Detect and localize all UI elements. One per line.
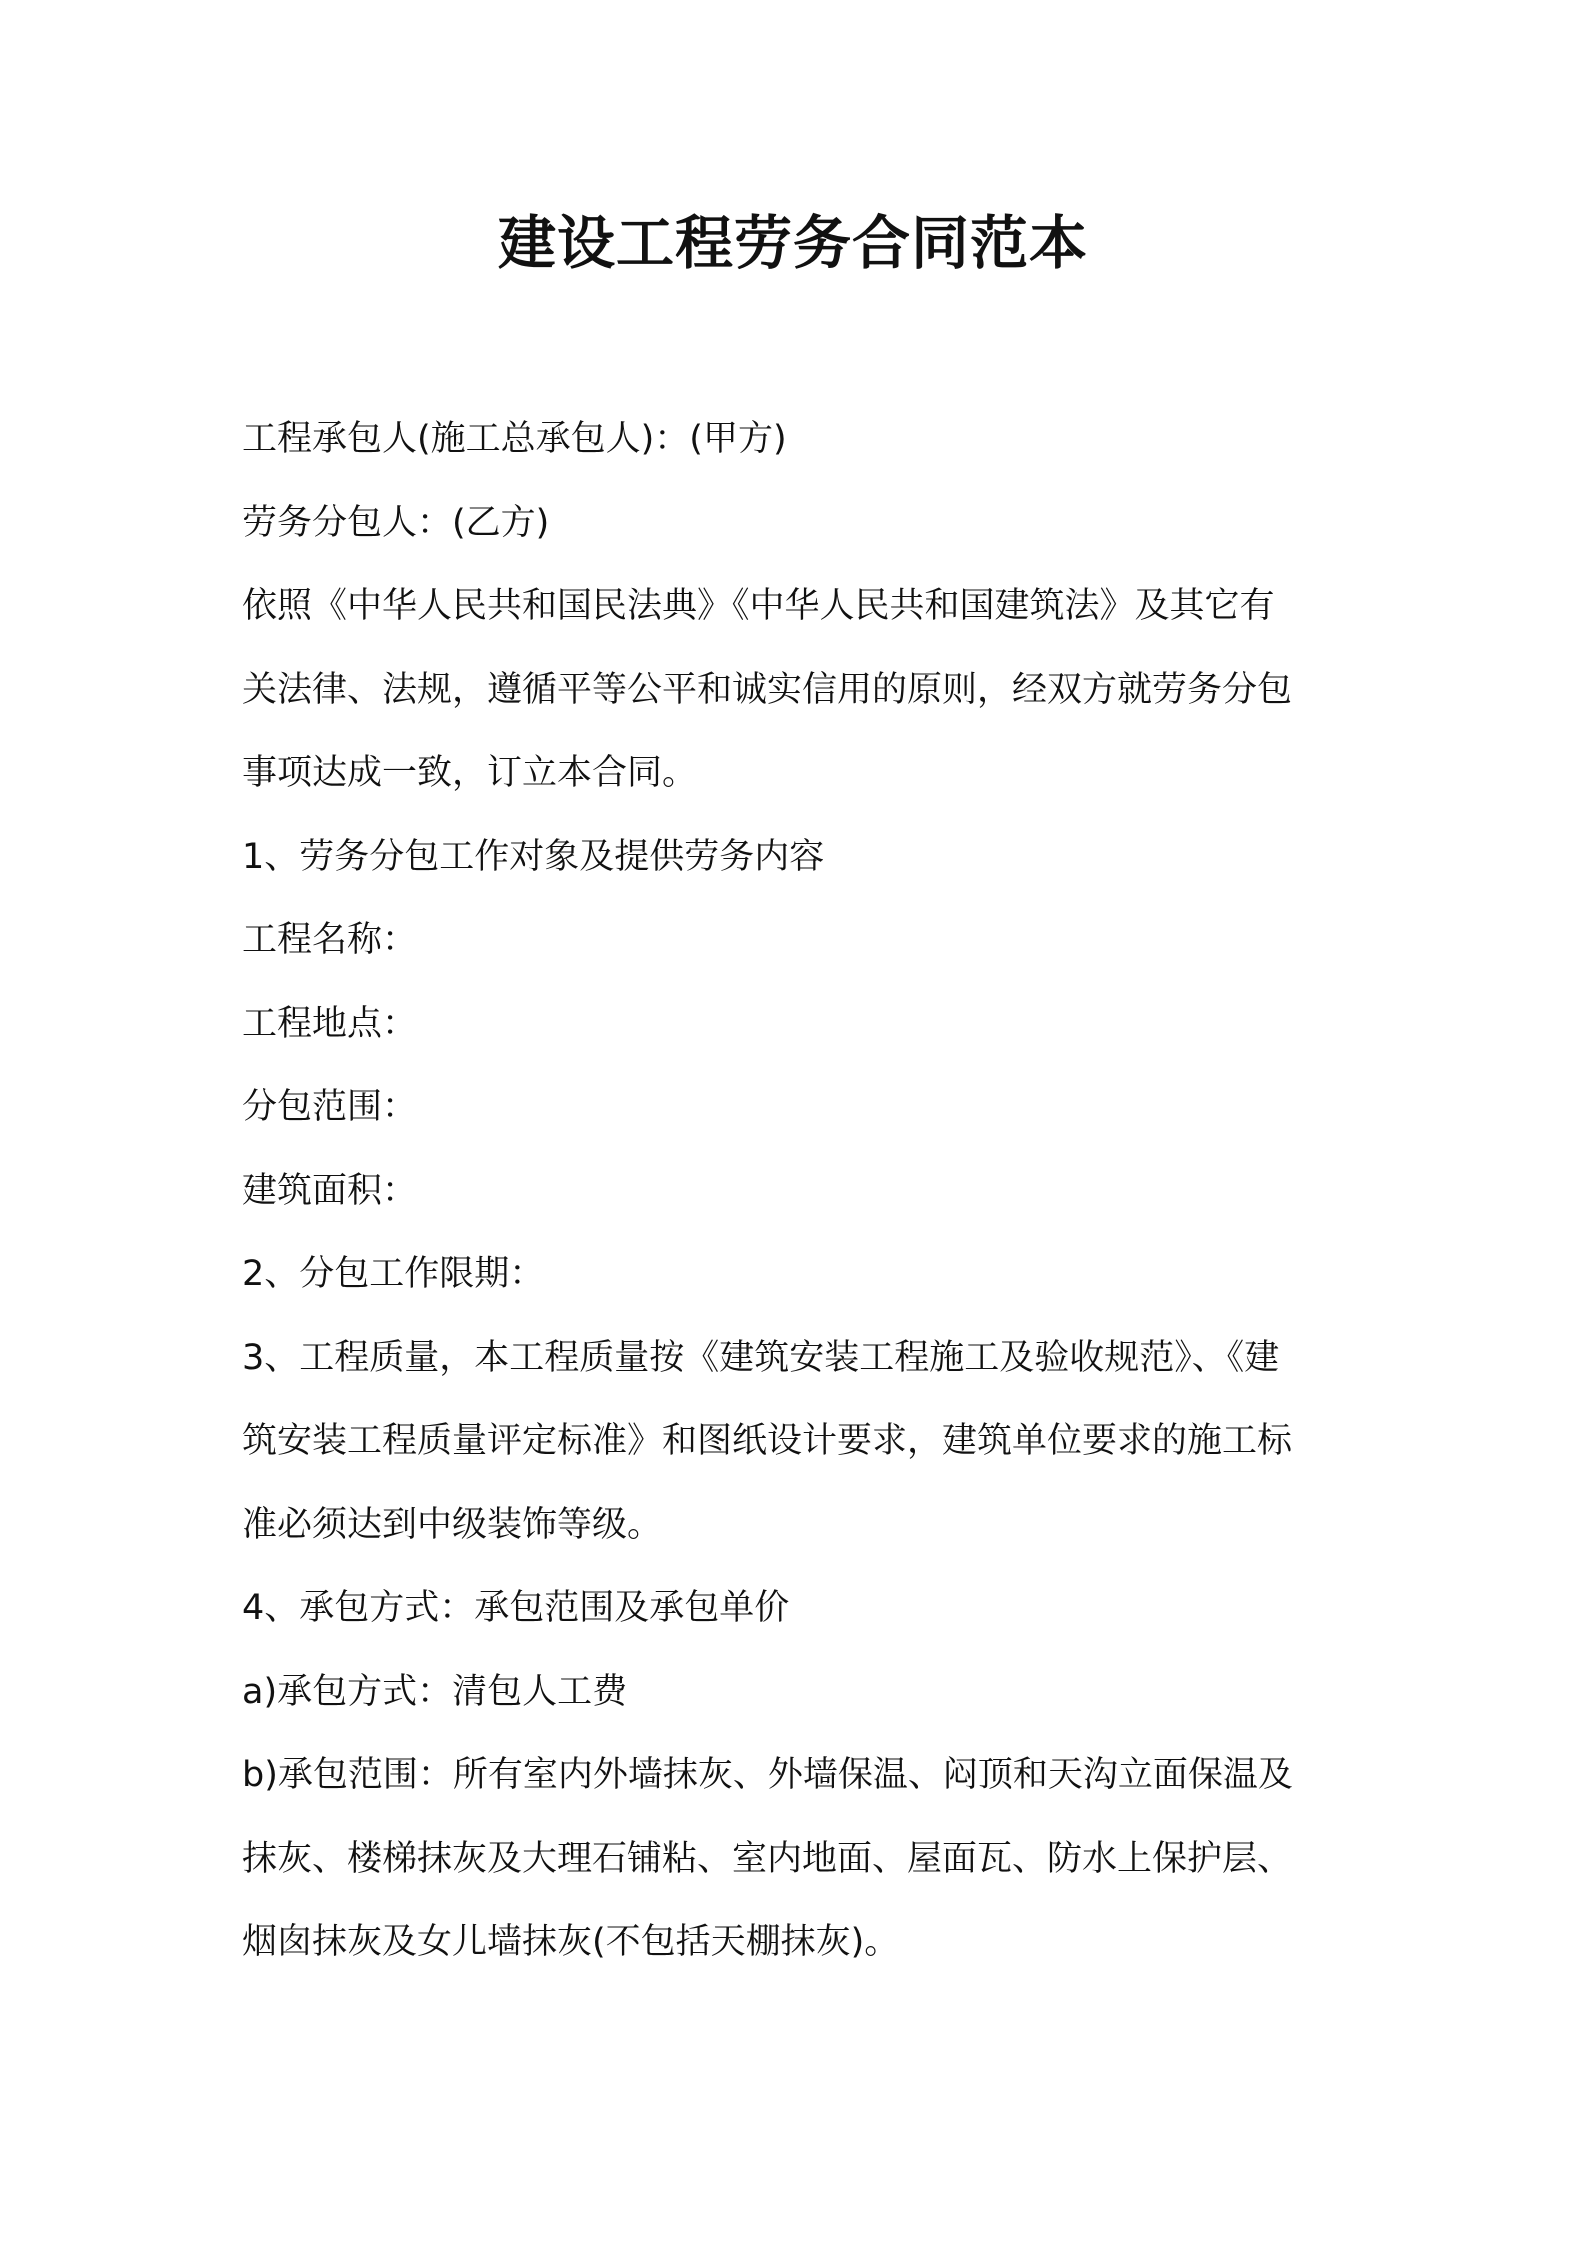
contract-scope-line-3: 烟囱抹灰及女儿墙抹灰(不包括天棚抹灰)。 — [242, 1922, 900, 1962]
building-area-field: 建筑面积： — [242, 1170, 418, 1211]
section-4-heading: 4、承包方式：承包范围及承包单价 — [242, 1588, 790, 1628]
party-a-line: 工程承包人(施工总承包人)：(甲方) — [242, 419, 787, 459]
preamble-line-1: 依照《中华人民共和国民法典》《中华人民共和国建筑法》及其它有 — [242, 586, 1275, 626]
contract-method-line: a)承包方式：清包人工费 — [242, 1671, 628, 1712]
section-3-line-3: 准必须达到中级装饰等级。 — [242, 1504, 663, 1545]
section-3-line-2: 筑安装工程质量评定标准》和图纸设计要求，建筑单位要求的施工标 — [242, 1421, 1293, 1461]
preamble-line-2: 关法律、法规，遵循平等公平和诚实信用的原则，经双方就劳务分包 — [242, 669, 1293, 710]
project-location-field: 工程地点： — [242, 1003, 418, 1044]
subcontract-scope-field: 分包范围： — [242, 1087, 418, 1127]
contract-scope-line-2: 抹灰、楼梯抹灰及大理石铺粘、室内地面、屋面瓦、防水上保护层、 — [242, 1838, 1293, 1879]
contract-scope-line-1: b)承包范围：所有室内外墙抹灰、外墙保温、闷顶和天沟立面保温及 — [242, 1755, 1293, 1795]
document-body — [242, 398, 1362, 1985]
section-3-line-1: 3、工程质量，本工程质量按《建筑安装工程施工及验收规范》、《建 — [242, 1337, 1280, 1378]
party-b-line: 劳务分包人：(乙方) — [242, 502, 550, 543]
section-2-heading: 2、分包工作限期： — [242, 1254, 545, 1294]
document-title: 建设工程劳务合同范本 — [497, 209, 1088, 277]
project-name-field: 工程名称： — [242, 920, 418, 960]
preamble-line-3: 事项达成一致，订立本合同。 — [242, 753, 698, 793]
section-1-heading: 1、劳务分包工作对象及提供劳务内容 — [242, 836, 825, 877]
